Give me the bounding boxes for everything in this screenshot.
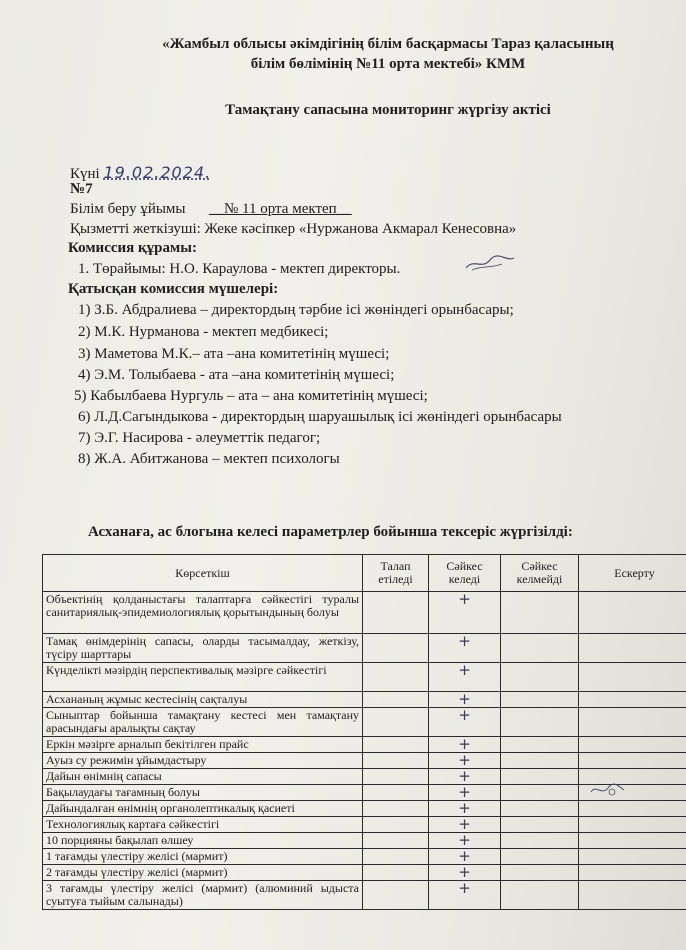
mismatch-cell [501, 785, 579, 801]
date-line [70, 163, 211, 183]
note-cell [579, 708, 686, 737]
table-row [43, 737, 686, 753]
header-note: Ескерту [579, 555, 686, 592]
table-row [43, 634, 686, 663]
signature-scribble [588, 780, 628, 800]
mismatch-cell [501, 708, 579, 737]
date-value: 19.02.2024. [103, 163, 212, 182]
table-row [43, 817, 686, 833]
required-cell [363, 785, 429, 801]
member-7: 7) Э.Г. Насирова - әлеуметтік педагог; [78, 430, 321, 446]
mismatch-cell [501, 769, 579, 785]
header-line-1: «Жамбыл облысы әкімдігінің білім басқармасы Тараз қаласының [162, 36, 614, 52]
mismatch-cell [501, 592, 579, 634]
header-match: Сәйкес келеді [429, 555, 501, 592]
org-label: Білім беру ұйымы [70, 201, 186, 217]
member-4: 4) Э.М. Толыбаева - ата –ана комитетінің мүшесі; [78, 367, 395, 383]
match-cell: + [429, 881, 501, 910]
date-label: Күні [70, 166, 100, 182]
required-cell [363, 663, 429, 692]
table-row [43, 881, 686, 910]
mismatch-cell [501, 801, 579, 817]
required-cell [363, 692, 429, 708]
mismatch-cell [501, 849, 579, 865]
header-indicator: Көрсеткіш [43, 555, 363, 592]
header-required: Талап етіледі [363, 555, 429, 592]
match-cell: + [429, 769, 501, 785]
indicator-cell: Бақылаудағы тағамның болуы [43, 785, 363, 801]
member-3: 3) Маметова М.К.– ата –ана комитетінің мүшесі; [78, 346, 390, 362]
provider-line: Қызметті жеткізуші: Жеке кәсіпкер «Нуржанова Акмарал Кенесовна» [70, 221, 517, 237]
match-cell: + [429, 737, 501, 753]
match-cell: + [429, 663, 501, 692]
indicator-cell: 1 тағамды үлестіру желісі (мармит) [43, 849, 363, 865]
note-cell [579, 817, 686, 833]
match-cell: + [429, 592, 501, 634]
note-cell [579, 737, 686, 753]
mismatch-cell [501, 833, 579, 849]
note-cell [579, 881, 686, 910]
indicator-cell: Еркін мәзірге арналып бекітілген прайс [43, 737, 363, 753]
indicator-cell: Сыныптар бойынша тамақтану кестесі мен тамақтану арасындағы аралықты сақтау [43, 708, 363, 737]
members-title: Қатысқан комиссия мүшелері: [68, 281, 279, 297]
member-2: 2) М.К. Нурманова - мектеп медбикесі; [78, 324, 329, 340]
act-title: Тамақтану сапасына мониторинг жүргізу актісі [225, 102, 551, 118]
indicator-cell: Технологиялық картаға сәйкестігі [43, 817, 363, 833]
note-cell [579, 849, 686, 865]
table-row [43, 849, 686, 865]
indicator-cell: Ауыз су режимін ұйымдастыру [43, 753, 363, 769]
table-row [43, 801, 686, 817]
act-number: №7 [70, 181, 93, 197]
mismatch-cell [501, 865, 579, 881]
mismatch-cell [501, 817, 579, 833]
table-row [43, 865, 686, 881]
match-cell: + [429, 833, 501, 849]
match-cell: + [429, 849, 501, 865]
commission-title: Комиссия құрамы: [68, 240, 197, 256]
table-row [43, 592, 686, 634]
member-6: 6) Л.Д.Сагындыкова - директордың шаруашылық ісі жөніндегі орынбасары [78, 409, 562, 425]
mismatch-cell [501, 753, 579, 769]
match-cell: + [429, 801, 501, 817]
match-cell: + [429, 865, 501, 881]
table-row [43, 663, 686, 692]
indicator-cell: Тамақ өнімдерінің сапасы, оларды тасымалдау, жеткізу, түсіру шарттары [43, 634, 363, 663]
note-cell [579, 753, 686, 769]
indicator-cell: 2 тағамды үлестіру желісі (мармит) [43, 865, 363, 881]
required-cell [363, 634, 429, 663]
indicator-cell: Дайындалған өнімнің органолептикалық қасиеті [43, 801, 363, 817]
indicator-cell: Дайын өнімнің сапасы [43, 769, 363, 785]
required-cell [363, 833, 429, 849]
required-cell [363, 592, 429, 634]
required-cell [363, 865, 429, 881]
header-line-2: білім бөлімінің №11 орта мектебі» КММ [250, 56, 526, 72]
match-cell: + [429, 708, 501, 737]
table-row [43, 708, 686, 737]
mismatch-cell [501, 881, 579, 910]
indicator-cell: 3 тағамды үлестіру желісі (мармит) (алюминий ыдыста суытуға тыйым салынады) [43, 881, 363, 910]
table-title: Асханаға, ас блогына келесі параметрлер бойынша тексеріс жүргізілді: [88, 524, 573, 540]
note-cell [579, 634, 686, 663]
note-cell [579, 592, 686, 634]
match-cell: + [429, 785, 501, 801]
required-cell [363, 753, 429, 769]
table-row [43, 833, 686, 849]
indicator-cell: 10 порцияны бақылап өлшеу [43, 833, 363, 849]
mismatch-cell [501, 663, 579, 692]
note-cell [579, 692, 686, 708]
note-cell [579, 865, 686, 881]
indicator-cell: Асхананың жұмыс кестесінің сақталуы [43, 692, 363, 708]
match-cell: + [429, 817, 501, 833]
org-value: __№ 11 орта мектеп__ [209, 201, 352, 217]
required-cell [363, 881, 429, 910]
mismatch-cell [501, 692, 579, 708]
required-cell [363, 737, 429, 753]
note-cell [579, 663, 686, 692]
indicator-cell: Күнделікті мәзірдің перспективалық мәзірге сәйкестігі [43, 663, 363, 692]
member-8: 8) Ж.А. Абитжанова – мектеп психологы [78, 451, 340, 467]
header-mismatch: Сәйкес келмейді [501, 555, 579, 592]
match-cell: + [429, 753, 501, 769]
table-header-row [43, 555, 686, 592]
table-row [43, 692, 686, 708]
note-cell [579, 833, 686, 849]
note-cell [579, 801, 686, 817]
signature-chair [462, 252, 518, 274]
mismatch-cell [501, 737, 579, 753]
match-cell: + [429, 634, 501, 663]
commission-chair: 1. Төрайымы: Н.О. Караулова - мектеп директоры. [78, 261, 401, 277]
required-cell [363, 817, 429, 833]
member-5: 5) Кабылбаева Нургуль – ата – ана комитетінің мүшесі; [74, 388, 428, 404]
required-cell [363, 708, 429, 737]
match-cell: + [429, 692, 501, 708]
org-line [70, 201, 352, 218]
required-cell [363, 801, 429, 817]
indicator-cell: Объектінің қолданыстағы талаптарға сәйкестігі туралы санитариялық-эпидемиологиялық қорытындының болуы [43, 592, 363, 634]
parameters-table [42, 554, 686, 910]
required-cell [363, 849, 429, 865]
required-cell [363, 769, 429, 785]
member-1: 1) З.Б. Абдралиева – директордың тәрбие ісі жөніндегі орынбасары; [78, 302, 514, 318]
table-row [43, 753, 686, 769]
mismatch-cell [501, 634, 579, 663]
